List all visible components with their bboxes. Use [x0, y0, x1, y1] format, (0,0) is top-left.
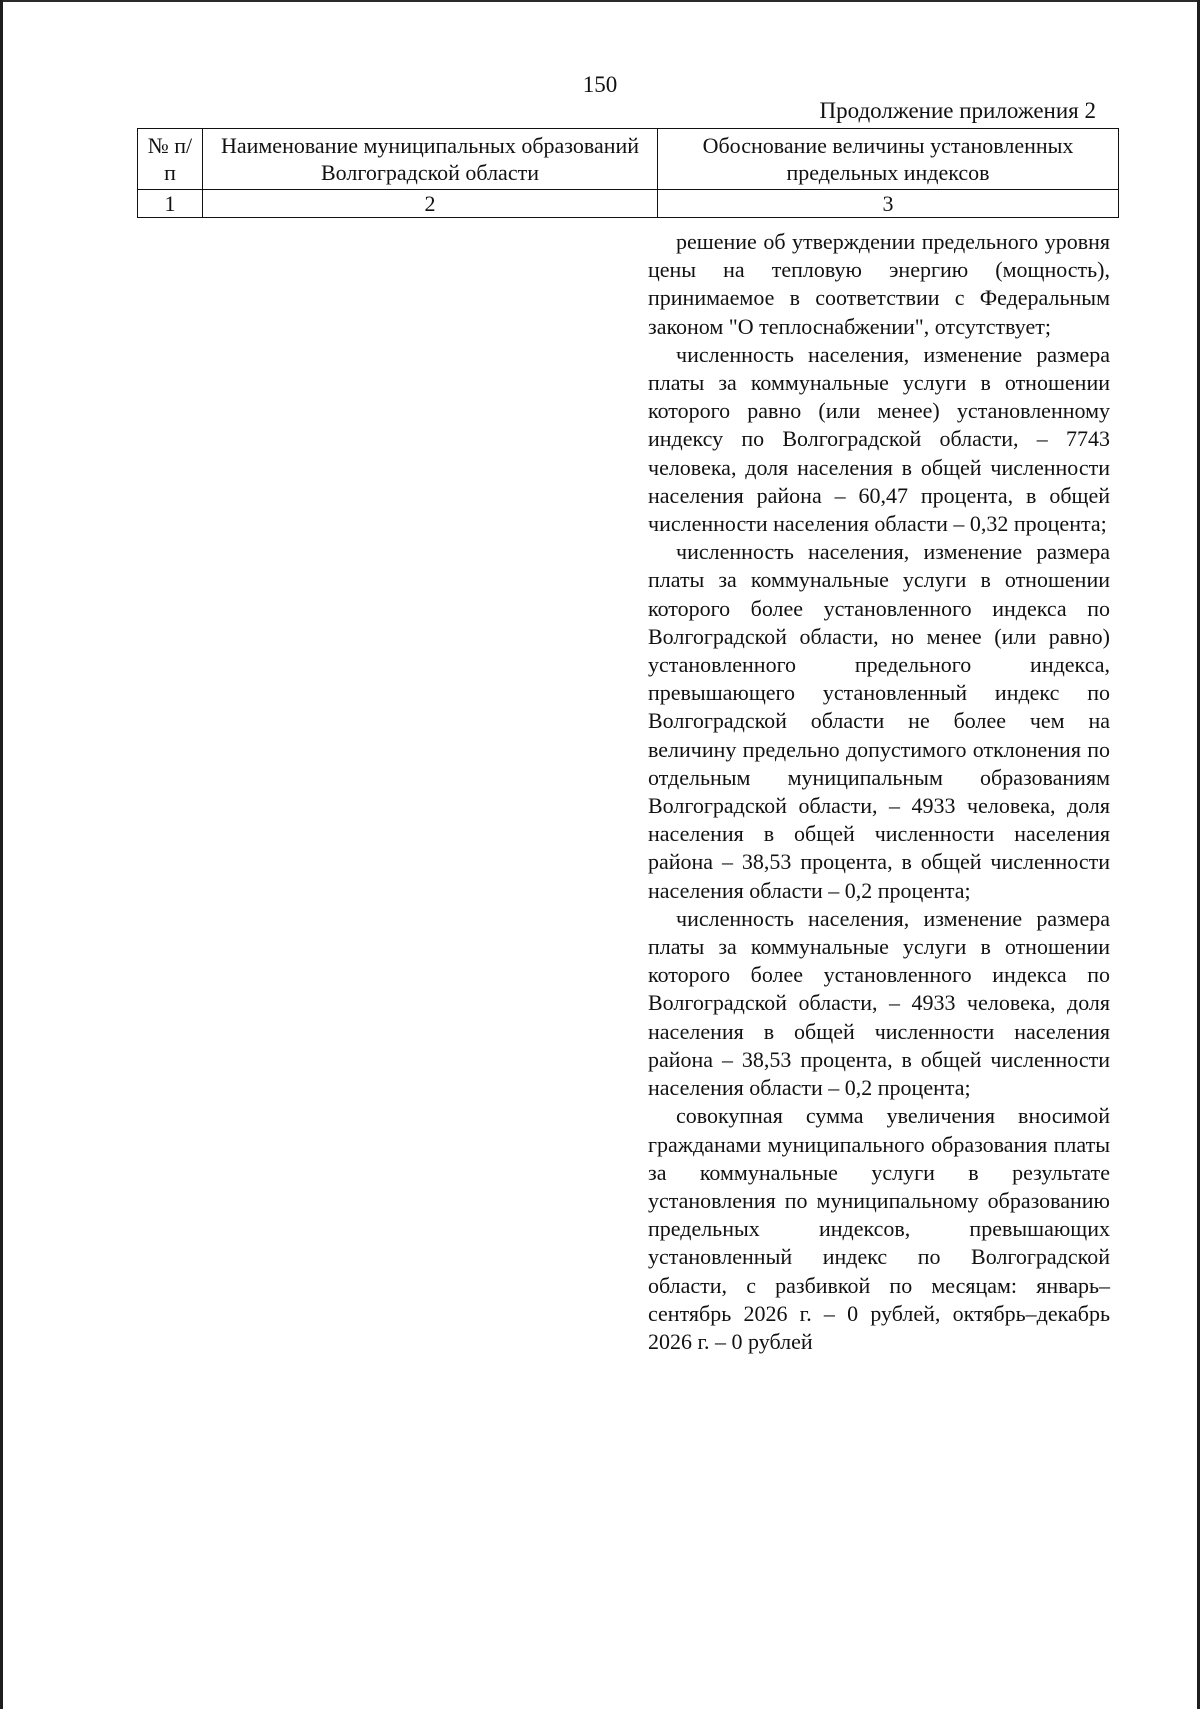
column-number-3: 3 [658, 190, 1119, 218]
column-number-1: 1 [138, 190, 203, 218]
header-col-number: № п/п [138, 129, 203, 190]
column-number-row [138, 190, 1119, 218]
header-col-justification: Обоснование величины установленных предельных индексов [658, 129, 1119, 190]
continuation-label: Продолжение приложения 2 [819, 98, 1096, 123]
header-row [138, 129, 1119, 190]
paragraph-population-above-index: численность населения, изменение размера платы за коммунальные услуги в отношении которого более установленного индекса по Волгоградской области, – 4933 человека, доля населения в общей численности населения района – 38,53 процента, в общей численности населения области – 0,2 процента; [648, 905, 1110, 1101]
scan-edge-top [0, 0, 1200, 2]
scan-edge-left [0, 0, 3, 1709]
paragraph-heat-price-decision: решение об утверждении предельного уровня цены на тепловую энергию (мощность), принимаемое в соответствии с Федеральным законом "О теплоснабжении", отсутствует; [648, 229, 1110, 339]
header-col-municipality: Наименование муниципальных образований Волгоградской области [203, 129, 658, 190]
paragraph-population-equal-index: численность населения, изменение размера платы за коммунальные услуги в отношении которого равно (или менее) установленному индексу по Волгоградской области, – 7743 человека, доля населения в общей численности населения района – 60,47 процента, в общей численности населения области – 0,32 процента; [648, 341, 1110, 537]
paragraph-total-increase: совокупная сумма увеличения вносимой гражданами муниципального образования платы за коммунальные услуги в результате установления по муниципальному образованию предельных индексов, превышающих установленный индекс по Волгоградской области, с разбивкой по месяцам: январь–сентябрь 2026 г. – 0 рублей, октябрь–декабрь 2026 г. – 0 рублей [648, 1103, 1110, 1354]
header-table [137, 128, 1119, 218]
paragraph-population-within-limit: численность населения, изменение размера платы за коммунальные услуги в отношении которого более установленного индекса по Волгоградской области, но менее (или равно) установленного предельного индекса, превышающего установленный индекс по Волгоградской области не более чем на величину предельно допустимого отклонения по отдельным муниципальным образованиям Волгоградской области, – 4933 человека, доля населения в общей численности населения района – 38,53 процента, в общей численности населения области – 0,2 процента; [648, 539, 1110, 903]
column-number-2: 2 [203, 190, 658, 218]
justification-text [648, 228, 1110, 1356]
page-number: 150 [582, 72, 618, 97]
